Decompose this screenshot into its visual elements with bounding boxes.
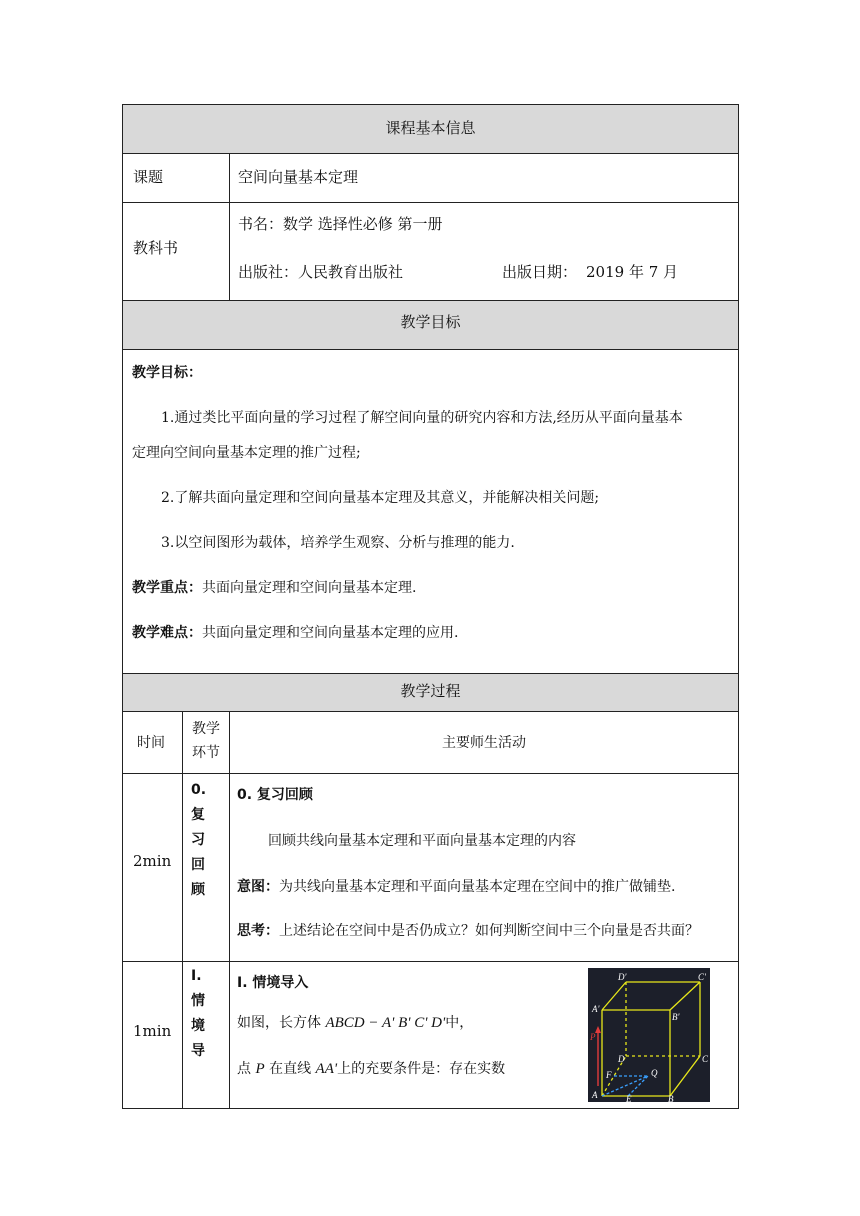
difficulty-line bbox=[132, 622, 458, 642]
info-header: 课程基本信息 bbox=[385, 119, 476, 137]
lesson-table bbox=[122, 104, 739, 1109]
stage-char: 顾 bbox=[191, 882, 205, 898]
intro-line2-aa: AA' bbox=[315, 1061, 338, 1077]
stage-char: 情 bbox=[191, 993, 205, 1009]
stage-char: I. bbox=[191, 968, 202, 984]
stage-char: 境 bbox=[191, 1018, 205, 1034]
topic-label: 课题 bbox=[133, 168, 164, 186]
goals-title: 教学目标： bbox=[132, 365, 202, 381]
process-header: 教学过程 bbox=[400, 682, 461, 700]
edge-aprime-dprime bbox=[602, 982, 626, 1010]
goal-item-2: 2.了解共面向量定理和空间向量基本定理及其意义，并能解决相关问题; bbox=[161, 490, 600, 506]
label-c: C bbox=[702, 1054, 709, 1064]
vector-eq bbox=[628, 1076, 648, 1096]
col-time: 时间 bbox=[137, 735, 165, 751]
difficulty-label: 教学难点： bbox=[132, 625, 202, 641]
intent-line bbox=[237, 876, 675, 896]
intro-line1-post: 中， bbox=[445, 1015, 474, 1031]
label-aprime: A' bbox=[592, 1004, 600, 1014]
intro-line1 bbox=[237, 1012, 473, 1032]
section-intro-stage bbox=[182, 962, 229, 1109]
intro-line2 bbox=[237, 1058, 505, 1078]
difficulty-text: 共面向量定理和空间向量基本定理的应用. bbox=[202, 625, 459, 641]
process-header-row bbox=[123, 673, 738, 711]
textbook-row bbox=[123, 202, 738, 300]
stage-char: 复 bbox=[191, 807, 205, 823]
section-review-title: 0. 复习回顾 bbox=[237, 787, 313, 803]
key-point-line bbox=[132, 577, 416, 597]
section-intro-title: I. 情境导入 bbox=[237, 975, 309, 991]
cuboid-figure bbox=[588, 968, 710, 1102]
pub-date-label: 出版日期： bbox=[502, 263, 578, 281]
col-stage-cell bbox=[182, 712, 229, 773]
key-point-label: 教学重点： bbox=[132, 580, 202, 596]
label-e: E bbox=[626, 1094, 632, 1102]
cuboid-diagram bbox=[588, 968, 710, 1102]
intro-line2-mid: 在直线 bbox=[269, 1061, 312, 1077]
label-p: P bbox=[590, 1032, 596, 1042]
section-intro bbox=[123, 961, 738, 1109]
stage-char: 回 bbox=[191, 857, 205, 873]
think-line bbox=[237, 920, 699, 940]
info-header-row bbox=[123, 105, 738, 153]
label-bprime: B' bbox=[672, 1012, 680, 1022]
section-review-stage bbox=[182, 774, 229, 961]
key-point-text: 共面向量定理和空间向量基本定理. bbox=[202, 580, 417, 596]
goals-header-row bbox=[123, 300, 738, 349]
goals-header: 教学目标 bbox=[400, 313, 461, 331]
book-name: 书名：数学 选择性必修 第一册 bbox=[238, 215, 443, 233]
goal-item-1a: 1.通过类比平面向量的学习过程了解空间向量的研究内容和方法,经历从平面向量基本 bbox=[161, 410, 683, 426]
goal-item-3: 3.以空间图形为载体，培养学生观察、分析与推理的能力. bbox=[161, 535, 515, 551]
intent-text: 为共线向量基本定理和平面向量基本定理在空间中的推广做铺垫. bbox=[279, 879, 676, 895]
edge-b-c bbox=[670, 1056, 700, 1096]
col-activity-cell bbox=[229, 712, 738, 773]
intro-line2-p: P bbox=[255, 1061, 265, 1077]
topic-row bbox=[123, 153, 738, 202]
process-column-header bbox=[123, 711, 738, 773]
stage-char: 0. bbox=[191, 782, 207, 798]
intro-line1-pre: 如图，长方体 bbox=[237, 1015, 321, 1031]
intro-line1-math: ABCD − A' B' C' D' bbox=[325, 1015, 446, 1031]
label-q: Q bbox=[651, 1068, 658, 1078]
pub-date-value: 2019 年 7 月 bbox=[586, 263, 679, 281]
stage-char: 习 bbox=[191, 832, 205, 848]
label-d: D bbox=[618, 1054, 625, 1064]
col-stage-1: 教学 bbox=[192, 721, 220, 737]
col-activity: 主要师生活动 bbox=[442, 735, 526, 751]
think-text: 上述结论在空间中是否仍成立？如何判断空间中三个向量是否共面？ bbox=[279, 923, 699, 939]
label-cprime: C' bbox=[698, 972, 706, 982]
section-intro-time: 1min bbox=[133, 1022, 172, 1040]
textbook-cell bbox=[229, 203, 738, 300]
label-dprime: D' bbox=[618, 972, 627, 982]
stage-char: 导 bbox=[191, 1043, 205, 1059]
intro-line2-post: 上的充要条件是：存在实数 bbox=[337, 1061, 506, 1077]
intent-label: 意图： bbox=[237, 879, 279, 895]
textbook-label: 教科书 bbox=[133, 239, 179, 257]
goal-item-1b: 定理向空间向量基本定理的推广过程; bbox=[132, 445, 361, 461]
intro-line2-pre: 点 bbox=[237, 1061, 251, 1077]
topic-value: 空间向量基本定理 bbox=[238, 168, 359, 186]
section-review-line1: 回顾共线向量基本定理和平面向量基本定理的内容 bbox=[268, 833, 576, 849]
section-review-time: 2min bbox=[133, 852, 172, 870]
label-f: F bbox=[606, 1070, 612, 1080]
section-intro-content bbox=[229, 962, 738, 1109]
edge-bprime-cprime bbox=[670, 982, 700, 1010]
publisher: 出版社：人民教育出版社 bbox=[238, 263, 404, 281]
think-label: 思考： bbox=[237, 923, 279, 939]
section-review-content bbox=[229, 774, 738, 961]
goals-body bbox=[123, 349, 738, 673]
label-b: B bbox=[668, 1094, 674, 1102]
col-stage-2: 环节 bbox=[192, 745, 220, 761]
vector-ap-arrow bbox=[595, 1026, 601, 1033]
section-review bbox=[123, 773, 738, 961]
topic-cell bbox=[229, 154, 738, 202]
label-a: A bbox=[592, 1090, 598, 1100]
